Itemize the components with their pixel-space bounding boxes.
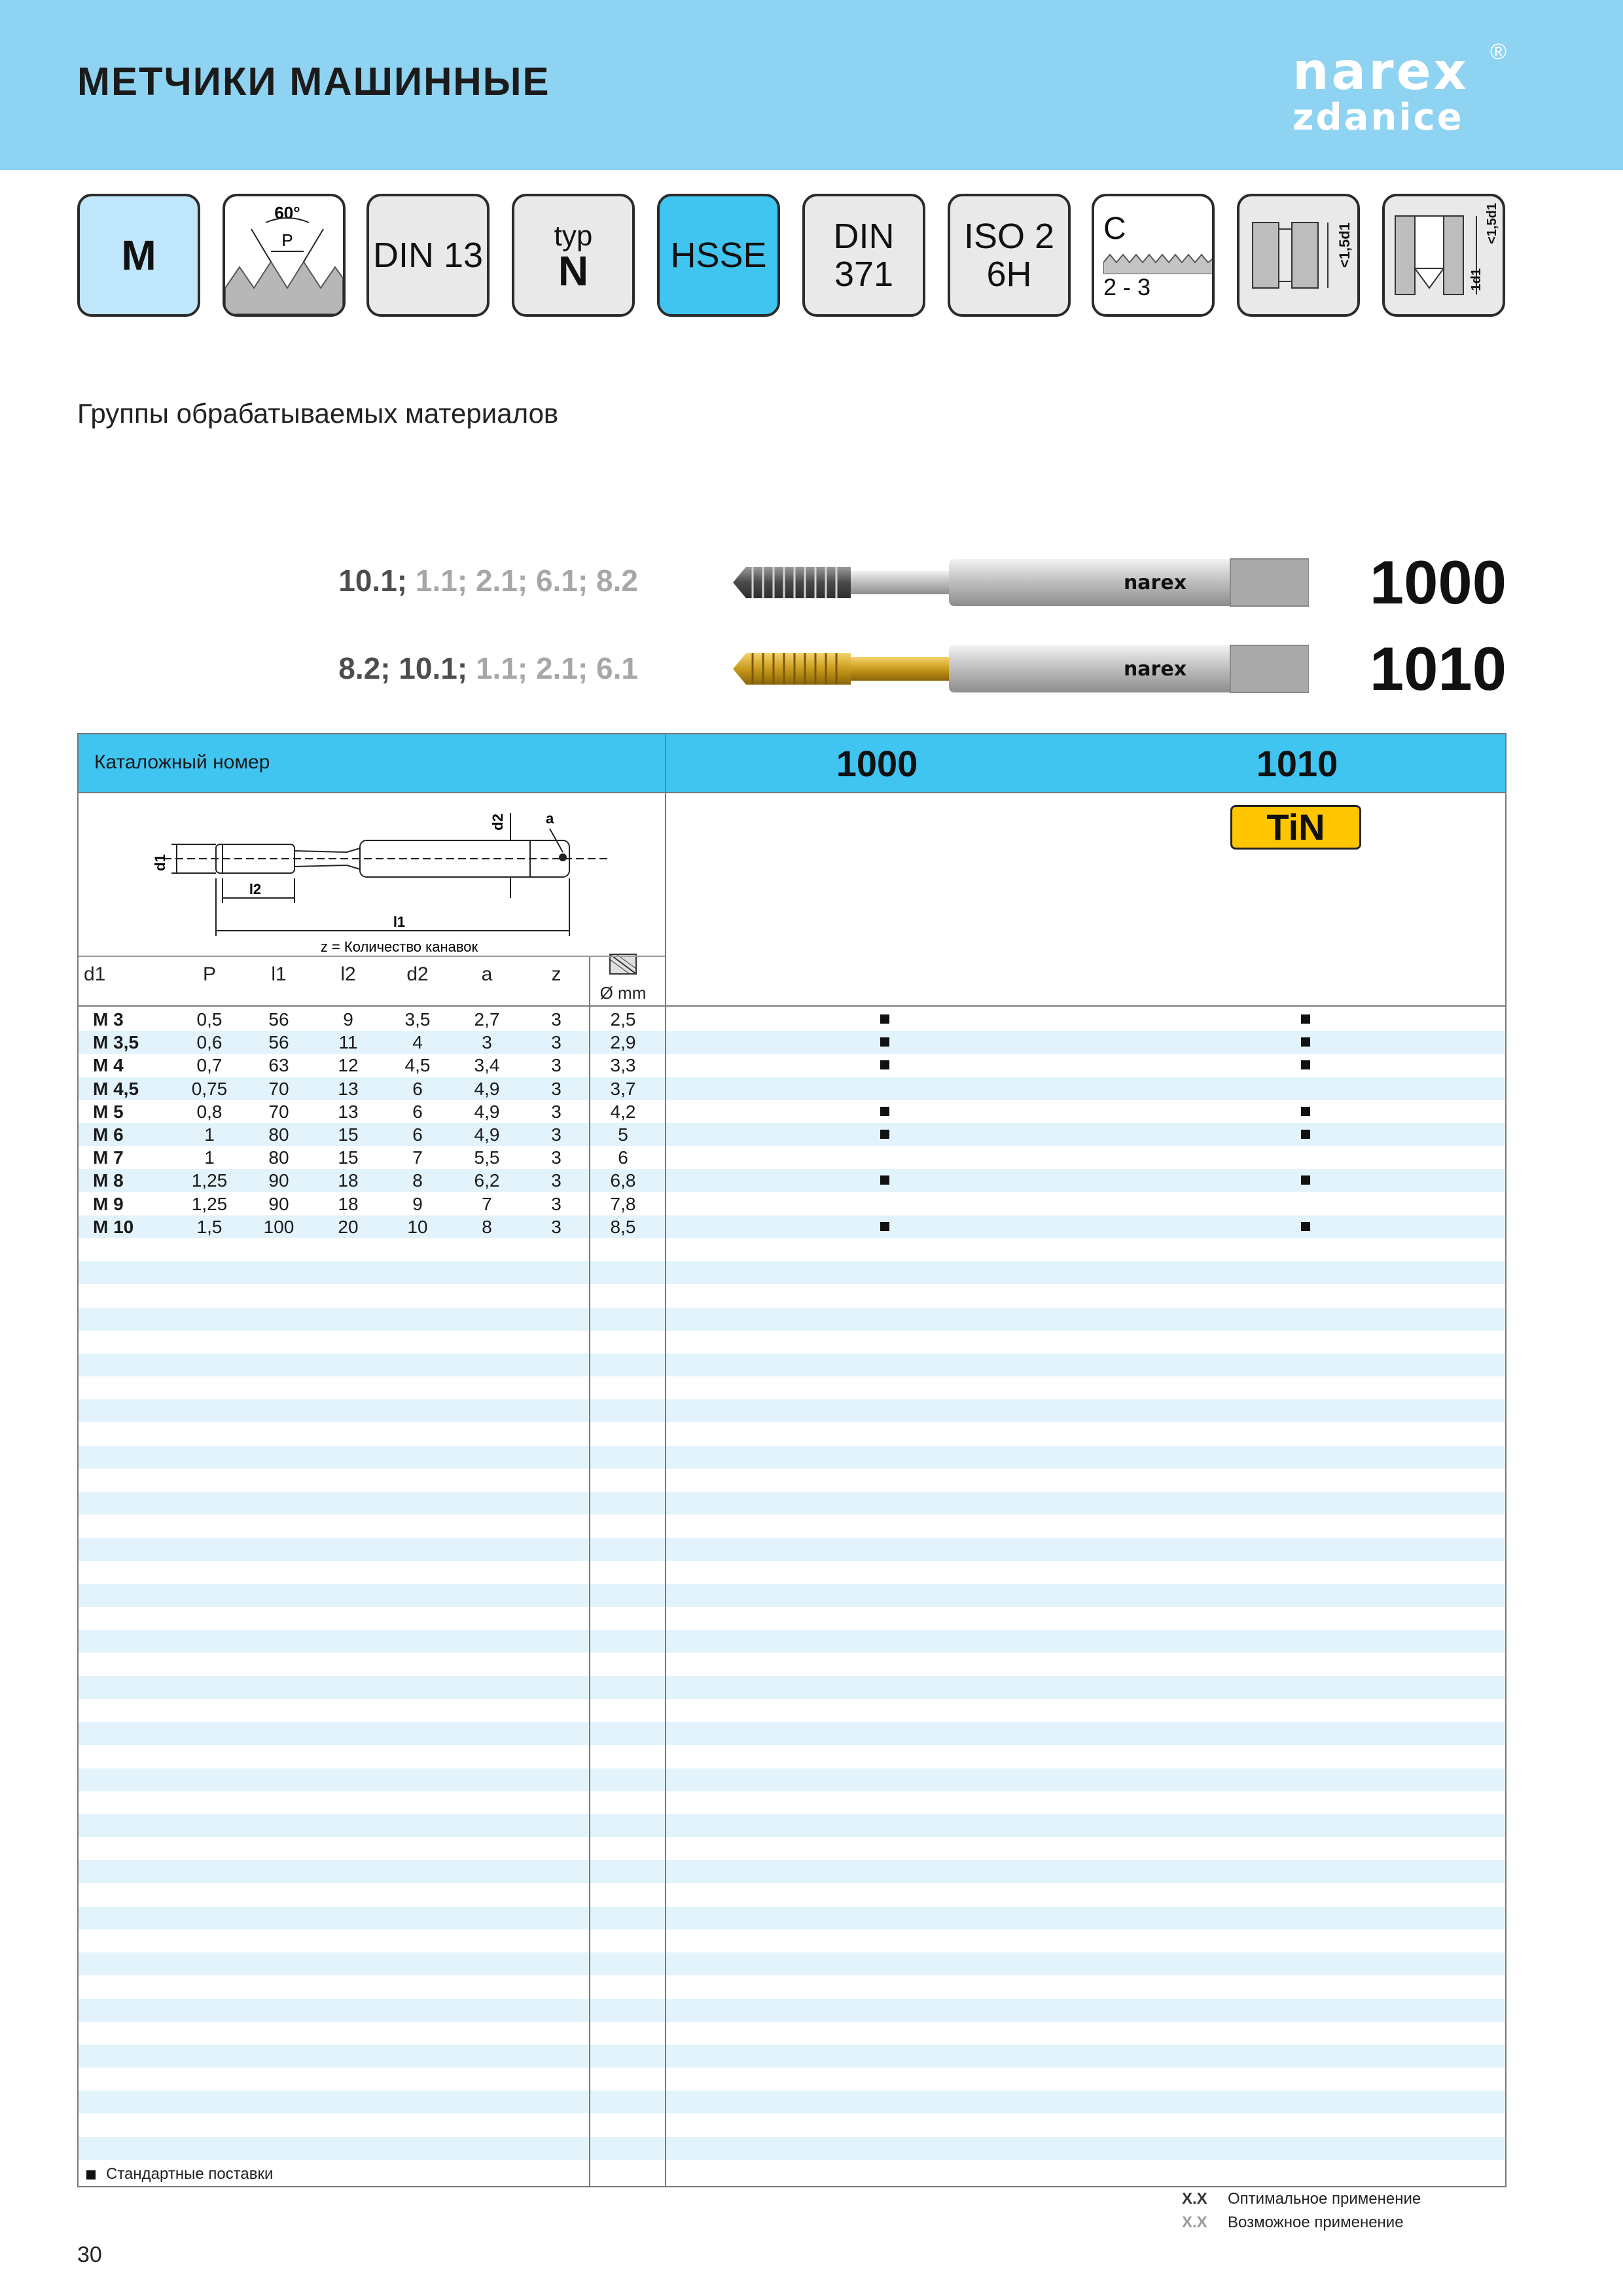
availability-mark-1010 <box>1301 1130 1310 1139</box>
through-hole-icon: <1,5d1 <box>1237 194 1360 317</box>
table-stripe <box>79 1975 1505 1998</box>
table-stripe <box>79 1952 1505 1975</box>
cell-l2: 18 <box>338 1170 359 1191</box>
cell-d2: 4 <box>412 1032 423 1053</box>
table-stripe <box>79 2137 1505 2160</box>
cell-l1: 56 <box>268 1032 289 1053</box>
table-stripe <box>79 2068 1505 2090</box>
table-stripe <box>79 1607 1505 1630</box>
cell-d1: M 10 <box>93 1216 134 1237</box>
table-stripe <box>79 2045 1505 2068</box>
cell-d1: M 4,5 <box>93 1078 139 1099</box>
svg-text:60°: 60° <box>274 203 300 223</box>
cell-l1: 80 <box>268 1124 289 1145</box>
cell-l2: 18 <box>338 1193 359 1214</box>
cell-drill: 7,8 <box>610 1193 636 1214</box>
table-stripe <box>79 1538 1505 1561</box>
cell-p: 1,5 <box>196 1216 223 1237</box>
cell-d2: 10 <box>407 1216 428 1237</box>
table-stripe <box>79 1399 1505 1422</box>
cell-l2: 9 <box>343 1009 353 1030</box>
availability-mark-1000 <box>880 1130 889 1139</box>
col-z: z <box>551 963 562 985</box>
legend-possible: X.X Возможное применение <box>1182 2214 1404 2231</box>
col-1000-header: 1000 <box>836 743 918 784</box>
cell-a: 4,9 <box>474 1124 500 1145</box>
cell-z: 3 <box>551 1009 562 1030</box>
cell-d1: M 4 <box>93 1055 124 1076</box>
cell-p: 1,25 <box>191 1193 228 1214</box>
cell-d1: M 3 <box>93 1009 124 1030</box>
table-stripe <box>79 2114 1505 2137</box>
cell-l2: 13 <box>338 1078 359 1099</box>
tin-coating-badge: TiN <box>1230 805 1361 850</box>
cell-z: 3 <box>551 1078 562 1099</box>
divider-left <box>665 734 666 2186</box>
cell-d1: M 3,5 <box>93 1032 139 1053</box>
header-divider <box>79 1005 1505 1007</box>
din371-icon: DIN 371 <box>802 194 925 317</box>
table-stripe <box>79 1722 1505 1745</box>
cell-d2: 4,5 <box>404 1055 431 1076</box>
tolerance-icon: ISO 2 6H <box>948 194 1071 317</box>
availability-mark-1010 <box>1301 1107 1310 1116</box>
svg-text:narex: narex <box>1123 658 1187 681</box>
cell-d2: 3,5 <box>404 1009 431 1030</box>
svg-text:d2: d2 <box>490 814 506 831</box>
cell-p: 0,8 <box>196 1101 223 1122</box>
cell-l2: 13 <box>338 1101 359 1122</box>
din13-icon: DIN 13 <box>366 194 490 317</box>
cell-drill: 3,7 <box>610 1078 636 1099</box>
cell-p: 1,25 <box>191 1170 228 1191</box>
cell-l1: 63 <box>268 1055 289 1076</box>
cell-drill: 2,5 <box>610 1009 636 1030</box>
table-stripe <box>79 2090 1505 2113</box>
table-stripe <box>79 1907 1505 1929</box>
availability-mark-1000 <box>880 1037 889 1047</box>
table-stripe <box>79 1308 1505 1331</box>
product-1010-materials: 8.2; 10.1; 1.1; 2.1; 6.1 <box>338 651 638 685</box>
cell-p: 0,6 <box>196 1032 223 1053</box>
svg-text:narex: narex <box>1123 571 1187 594</box>
cell-l1: 90 <box>268 1170 289 1191</box>
table-header <box>79 734 1505 793</box>
cell-drill: 3,3 <box>610 1055 636 1076</box>
cell-l2: 15 <box>338 1124 359 1145</box>
cell-d2: 9 <box>412 1193 423 1214</box>
narex-logo: narex zdanice ® <box>1293 39 1507 139</box>
availability-mark-1010 <box>1301 1222 1310 1231</box>
table-stripe <box>79 1653 1505 1676</box>
svg-text:d1: d1 <box>152 854 168 871</box>
col-a: a <box>481 963 493 985</box>
thread-type-icon: M <box>77 194 200 317</box>
table-stripe <box>79 1561 1505 1584</box>
cell-drill: 5 <box>618 1124 628 1145</box>
cell-l1: 56 <box>268 1009 289 1030</box>
cell-a: 6,2 <box>474 1170 500 1191</box>
page-number: 30 <box>77 2242 102 2267</box>
svg-text:l1: l1 <box>393 914 406 930</box>
availability-mark-1010 <box>1301 1175 1310 1185</box>
col-p: P <box>202 963 216 985</box>
cell-d1: M 5 <box>93 1101 124 1122</box>
product-1010-number: 1010 <box>1369 634 1507 703</box>
table-stripe <box>79 1768 1505 1791</box>
cell-d1: M 7 <box>93 1147 124 1168</box>
availability-mark-1010 <box>1301 1037 1310 1047</box>
table-stripe <box>79 1492 1505 1515</box>
cell-z: 3 <box>551 1032 562 1053</box>
table-stripe <box>79 2160 1505 2183</box>
cell-d2: 6 <box>412 1101 423 1122</box>
cell-z: 3 <box>551 1216 562 1237</box>
tap-dimension-diagram <box>137 800 661 960</box>
cell-l2: 11 <box>338 1032 358 1053</box>
table-stripe <box>79 1584 1505 1607</box>
svg-text:P: P <box>281 230 293 250</box>
cell-d1: M 6 <box>93 1124 124 1145</box>
materials-title: Группы обрабатываемых материалов <box>77 398 559 429</box>
cell-d2: 8 <box>412 1170 423 1191</box>
table-stripe <box>79 1999 1505 2022</box>
table-stripe <box>79 1791 1505 1814</box>
cell-z: 3 <box>551 1147 562 1168</box>
cell-l1: 70 <box>268 1101 289 1122</box>
table-stripe <box>79 1354 1505 1376</box>
cell-l2: 15 <box>338 1147 359 1168</box>
table-stripe <box>79 1423 1505 1446</box>
cell-p: 0,75 <box>191 1078 228 1099</box>
table-stripe <box>79 1331 1505 1354</box>
cell-a: 4,9 <box>474 1101 500 1122</box>
divider-drill <box>589 956 590 2186</box>
table-stripe <box>79 1515 1505 1537</box>
drill-icon <box>590 953 656 982</box>
svg-text:l2: l2 <box>249 881 262 897</box>
cell-d1: M 9 <box>93 1193 124 1214</box>
cell-l2: 20 <box>338 1216 359 1237</box>
cell-l1: 70 <box>268 1078 289 1099</box>
standard-delivery-note: Стандартные поставки <box>86 2165 273 2183</box>
table-stripe <box>79 1469 1505 1492</box>
table-stripe <box>79 1284 1505 1307</box>
cell-d2: 7 <box>412 1147 423 1168</box>
thread-profile-icon <box>223 194 346 317</box>
svg-text:a: a <box>546 810 554 827</box>
cell-z: 3 <box>551 1055 562 1076</box>
cell-p: 1 <box>204 1124 215 1145</box>
cell-p: 0,7 <box>196 1055 223 1076</box>
table-stripe <box>79 1884 1505 1907</box>
table-stripe <box>79 1376 1505 1399</box>
chamfer-icon: C 2 - 3 <box>1092 194 1215 317</box>
availability-mark-1000 <box>880 1014 889 1024</box>
tap-1000-image <box>733 555 1309 613</box>
col-l2: l2 <box>340 963 356 985</box>
cell-a: 3,4 <box>474 1055 500 1076</box>
availability-mark-1010 <box>1301 1014 1310 1024</box>
cell-a: 7 <box>482 1193 492 1214</box>
cell-a: 5,5 <box>474 1147 500 1168</box>
tap-1010-image <box>733 641 1309 700</box>
catalog-label: Каталожный номер <box>94 751 270 773</box>
availability-mark-1000 <box>880 1107 889 1116</box>
standard-mark-icon <box>86 2170 96 2179</box>
cell-z: 3 <box>551 1170 562 1191</box>
cell-drill: 6,8 <box>610 1170 636 1191</box>
cell-z: 3 <box>551 1193 562 1214</box>
availability-mark-1000 <box>880 1060 889 1069</box>
table-stripe <box>79 1837 1505 1860</box>
cell-drill: 4,2 <box>610 1101 636 1122</box>
table-stripe <box>79 1676 1505 1699</box>
availability-mark-1000 <box>880 1175 889 1185</box>
svg-text:z = Количество канавок: z = Количество канавок <box>320 939 478 955</box>
cell-z: 3 <box>551 1101 562 1122</box>
product-1000-materials: 10.1; 1.1; 2.1; 6.1; 8.2 <box>338 564 638 598</box>
table-stripe <box>79 1745 1505 1768</box>
col-d2: d2 <box>406 963 429 985</box>
spec-table <box>77 733 1507 2187</box>
tap-type-icon: typ N <box>512 194 635 317</box>
col-d1: d1 <box>84 963 106 985</box>
table-stripe <box>79 1446 1505 1469</box>
cell-d2: 6 <box>412 1078 423 1099</box>
material-icon: HSSE <box>657 194 780 317</box>
cell-l2: 12 <box>338 1055 359 1076</box>
page-title: МЕТЧИКИ МАШИННЫЕ <box>77 60 550 103</box>
table-stripe <box>79 2022 1505 2045</box>
cell-a: 4,9 <box>474 1078 500 1099</box>
cell-l1: 80 <box>268 1147 289 1168</box>
blind-hole-icon: <1,5d1 1d1 <box>1382 194 1505 317</box>
cell-d1: M 8 <box>93 1170 124 1191</box>
availability-mark-1010 <box>1301 1060 1310 1069</box>
table-stripe <box>79 1860 1505 1883</box>
cell-d2: 6 <box>412 1124 423 1145</box>
table-stripe <box>79 1814 1505 1837</box>
col-1010-header: 1010 <box>1256 743 1338 784</box>
cell-l1: 90 <box>268 1193 289 1214</box>
table-stripe <box>79 1630 1505 1653</box>
cell-a: 3 <box>482 1032 492 1053</box>
cell-l1: 100 <box>263 1216 294 1237</box>
cell-drill: 8,5 <box>610 1216 636 1237</box>
cell-a: 2,7 <box>474 1009 500 1030</box>
cell-p: 0,5 <box>196 1009 223 1030</box>
col-l1: l1 <box>271 963 287 985</box>
cell-a: 8 <box>482 1216 492 1237</box>
product-1000-number: 1000 <box>1369 548 1507 617</box>
table-stripe <box>79 1238 1505 1261</box>
table-stripe <box>79 1929 1505 1952</box>
table-stripe <box>79 1261 1505 1284</box>
cell-drill: 6 <box>618 1147 628 1168</box>
cell-drill: 2,9 <box>610 1032 636 1053</box>
table-stripe <box>79 1699 1505 1722</box>
availability-mark-1000 <box>880 1222 889 1231</box>
diagram-divider <box>79 956 665 957</box>
cell-p: 1 <box>204 1147 215 1168</box>
legend-optimal: X.X Оптимальное применение <box>1182 2190 1421 2208</box>
col-drill: Ø mm <box>599 983 647 1003</box>
cell-z: 3 <box>551 1124 562 1145</box>
